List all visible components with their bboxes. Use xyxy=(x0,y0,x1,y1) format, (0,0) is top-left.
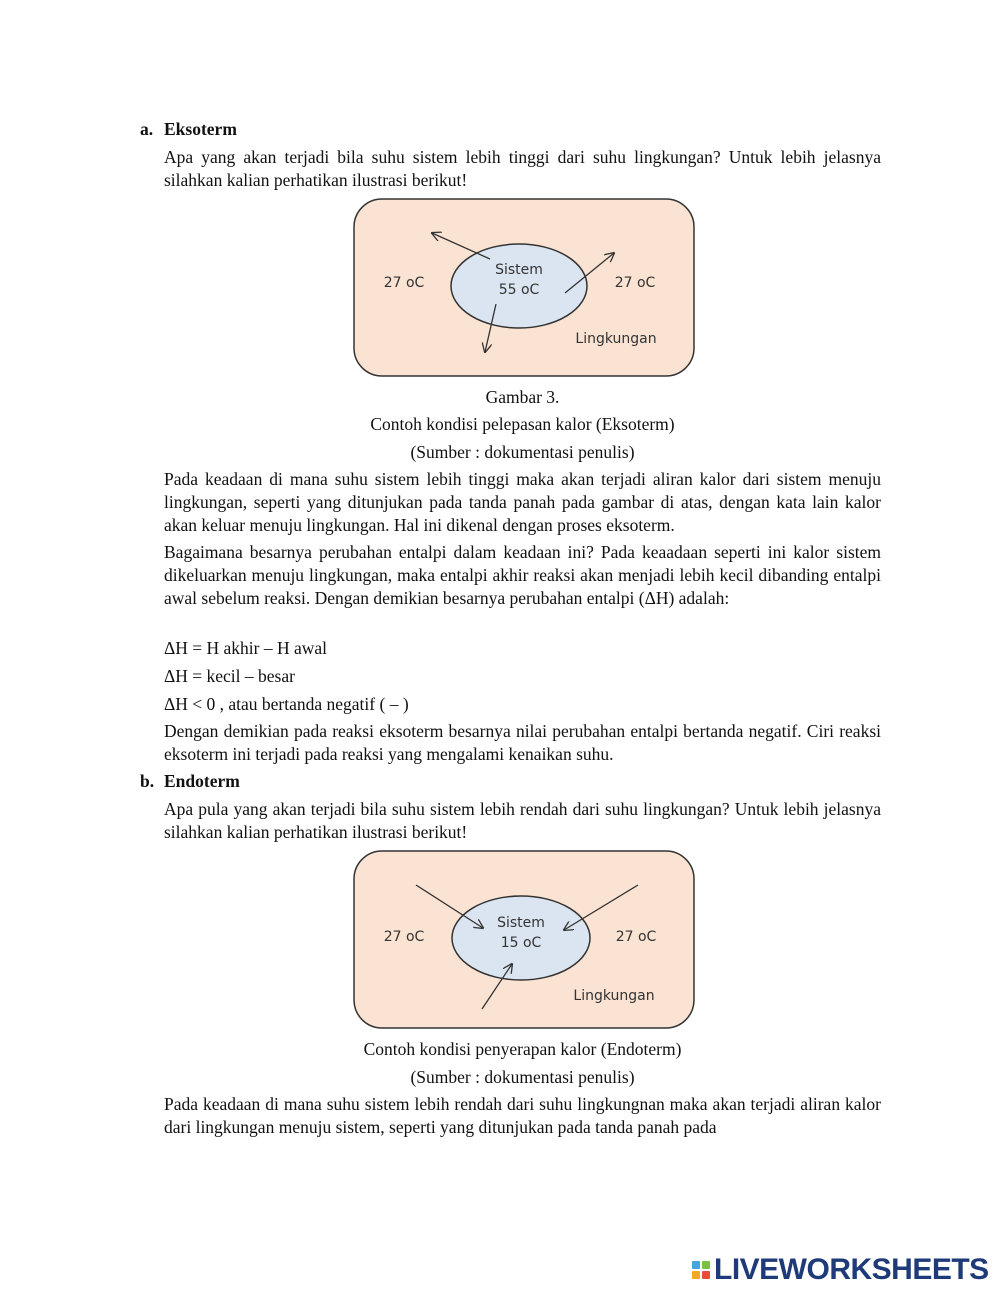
system-temperature: 55 oC xyxy=(498,282,540,298)
system-label: Sistem xyxy=(497,915,545,931)
figure-a-source: (Sumber : dokumentasi penulis) xyxy=(410,442,635,462)
section-b-marker: b. xyxy=(140,771,155,791)
figure-a-caption: Contoh kondisi pelepasan kalor (Eksoterm) xyxy=(370,414,675,434)
figure-endotherm xyxy=(352,849,698,1031)
section-b-intro: Apa pula yang akan terjadi bila suhu sistem lebih rendah dari suhu lingkungan? Untuk lebih jelasnya silahkan kalian perhatikan ilustrasi berikut! xyxy=(164,799,881,842)
environment-label: Lingkungan xyxy=(575,331,657,347)
environment-label: Lingkungan xyxy=(573,988,655,1004)
logo-text: LIVEWORKSHEETS xyxy=(714,1253,989,1286)
right-temperature: 27 oC xyxy=(615,929,657,945)
equation-1: ΔH = H akhir – H awal xyxy=(164,638,328,658)
section-a-title: Eksoterm xyxy=(164,119,237,139)
section-b-title: Endoterm xyxy=(164,771,240,791)
section-a-conclusion: Dengan demikian pada reaksi eksoterm besarnya nilai perubahan entalpi bertanda negatif. Ciri reaksi eksoterm ini terjadi pada reaksi yang mengalami kenaikan suhu. xyxy=(164,721,881,764)
system-temperature: 15 oC xyxy=(500,935,542,951)
logo-mark-icon xyxy=(692,1261,710,1279)
liveworksheets-logo[interactable] xyxy=(692,1254,989,1286)
section-a-paragraph-2: Bagaimana besarnya perubahan entalpi dalam keadaan ini? Pada keaadaan seperti ini kalor sistem dikeluarkan menuju lingkungan, maka entalpi akhir reaksi akan menjadi lebih kecil dibanding entalpi awal sebelum reaksi. Dengan demikian besarnya perubahan entalpi (ΔH) adalah: xyxy=(164,542,881,608)
section-a-intro: Apa yang akan terjadi bila suhu sistem lebih tinggi dari suhu lingkungan? Untuk lebih jelasnya silahkan kalian perhatikan ilustrasi berikut! xyxy=(164,147,881,190)
equation-3: ΔH < 0 , atau bertanda negatif ( – ) xyxy=(164,694,409,714)
system-label: Sistem xyxy=(495,262,543,278)
left-temperature: 27 oC xyxy=(383,275,425,291)
figure-endotherm-drawing xyxy=(352,849,698,1031)
section-a-marker: a. xyxy=(140,119,154,139)
figure-exotherm xyxy=(352,197,698,379)
right-temperature: 27 oC xyxy=(614,275,656,291)
equation-2: ΔH = kecil – besar xyxy=(164,666,295,686)
figure-exotherm-drawing xyxy=(352,197,698,379)
section-b-paragraph-1: Pada keadaan di mana suhu sistem lebih rendah dari suhu lingkungnan maka akan terjadi aliran kalor dari lingkungan menuju sistem, seperti yang ditunjukan pada tanda panah pada xyxy=(164,1094,881,1137)
section-a-paragraph-1: Pada keadaan di mana suhu sistem lebih tinggi maka akan terjadi aliran kalor dari sistem menuju lingkungan, seperti yang ditunjukan pada tanda panah pada gambar di atas, dengan kata lain kalor akan keluar menuju lingkungan. Hal ini dikenal dengan proses eksoterm. xyxy=(164,469,881,535)
left-temperature: 27 oC xyxy=(383,929,425,945)
figure-a-number: Gambar 3. xyxy=(485,387,560,407)
figure-b-caption: Contoh kondisi penyerapan kalor (Endoterm) xyxy=(363,1039,682,1059)
figure-b-source: (Sumber : dokumentasi penulis) xyxy=(410,1067,635,1087)
